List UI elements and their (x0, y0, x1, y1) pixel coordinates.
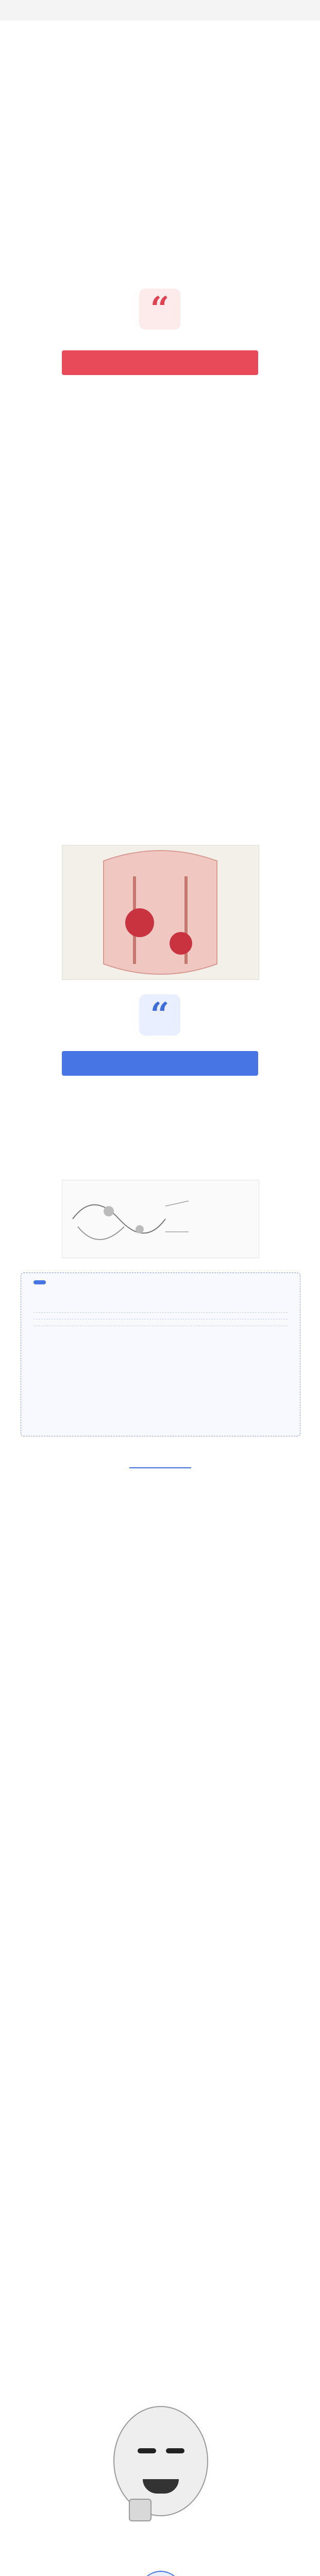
principles-tag (33, 1280, 46, 1284)
section-heading-cause (62, 350, 258, 375)
cartoon-meme (93, 2380, 227, 2535)
mouth-icon (143, 2479, 179, 2494)
conservative-title-block (0, 1463, 320, 1468)
section-heading-treatment (62, 1051, 258, 1076)
anatomy-illustration (62, 845, 259, 980)
eye-icon (138, 2448, 156, 2453)
hemorrhoid-diagram (62, 1180, 259, 1258)
cartoon-face-icon (113, 2406, 208, 2516)
principle-item (33, 1306, 288, 1313)
conservative-tips (21, 1515, 299, 1518)
quote-icon: “ (139, 289, 180, 330)
principle-item (33, 1319, 288, 1326)
source-line (0, 0, 320, 21)
eye-icon (166, 2448, 184, 2453)
pill-icon (139, 2571, 182, 2576)
treatment-text (21, 1092, 299, 1095)
title-underline (129, 1467, 191, 1468)
principles-list (33, 1306, 288, 1326)
diagram-drawing (62, 1180, 259, 1258)
hands-icon (129, 2499, 151, 2521)
quote-icon: “ (139, 994, 180, 1036)
principle-item (33, 1313, 288, 1319)
treatment-principles-box (21, 1273, 300, 1436)
cause-text (21, 397, 299, 400)
intro-poem (21, 36, 299, 39)
anatomy-drawing (62, 845, 259, 979)
